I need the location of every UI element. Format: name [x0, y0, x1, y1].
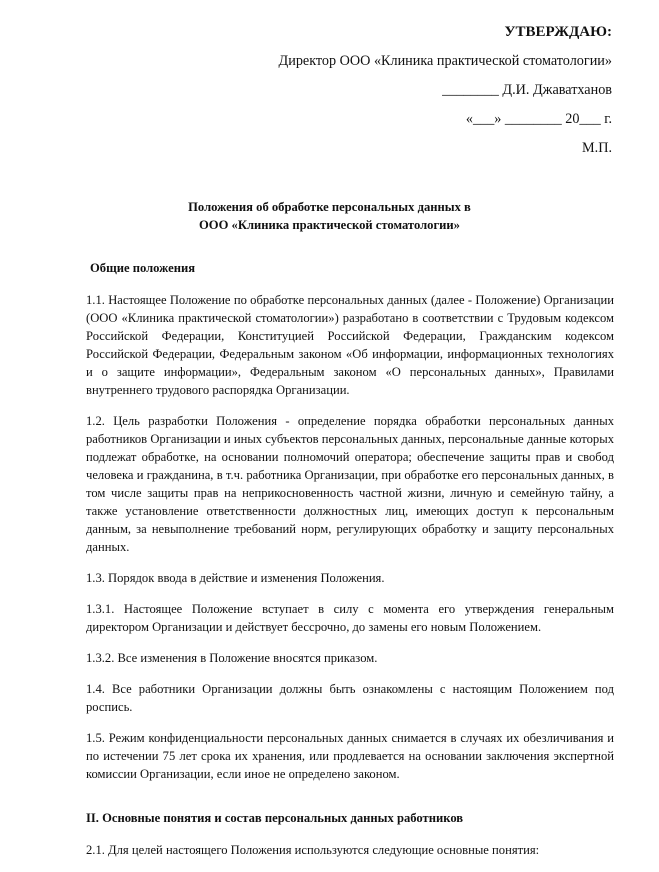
paragraph-1-3-1: 1.3.1. Настоящее Положение вступает в силу с момента его утверждения генеральным директором Организации и действует бессрочно, до замены его новым Положением. [86, 602, 614, 634]
document-title-line-2: ООО «Клиника практической стоматологии» [199, 218, 460, 232]
approval-date: «___» ________ 20___ г. [465, 111, 612, 127]
approval-block [279, 22, 612, 167]
paragraph-1-1: 1.1. Настоящее Положение по обработке персональных данных (далее - Положение) Организации (ООО «Клиника практической стоматологии») разработано в соответствии с Трудовым кодексом Российской Федерации, Конституцией Российской Федерации, Гражданским кодексом Российской Федерации, Федеральным законом «Об информации, информационных технологиях и о защите информации», Федеральным законом «О персональных данных», Правилами внутреннего трудового распорядка Организации. [86, 293, 614, 397]
approval-stamp: М.П. [582, 140, 612, 156]
document-title [0, 198, 659, 234]
section-heading-2: II. Основные понятия и состав персональных данных работников [86, 811, 464, 825]
paragraph-2-1: 2.1. Для целей настоящего Положения используются следующие основные понятия: [86, 843, 540, 857]
section-heading-general: Общие положения [90, 261, 196, 275]
paragraph-1-3-2: 1.3.2. Все изменения в Положение вносятся приказом. [86, 651, 378, 665]
paragraph-1-2: 1.2. Цель разработки Положения - определение порядка обработки персональных данных работников Организации и иных субъектов персональных данных, персональные данные которых подлежат обработке, на основании полномочий оператора; обеспечение защиты прав и свобод человека и гражданина, в т.ч. работника Организации, при обработке его персональных данных, в том числе защиты прав на неприкосновенность частной жизни, личную и семейную тайну, а также установление ответственности должностных лиц, имеющих доступ к персональным данным, за невыполнение требований норм, регулирующих обработку и защиту персональных данных. [86, 414, 614, 554]
approval-signature: ________ Д.И. Джаватханов [442, 82, 612, 98]
approval-position: Директор ООО «Клиника практической стоматологии» [278, 53, 612, 69]
approval-heading: УТВЕРЖДАЮ: [504, 24, 612, 40]
document-body [86, 259, 614, 872]
paragraph-1-4: 1.4. Все работники Организации должны быть ознакомлены с настоящим Положением под роспись. [86, 682, 614, 714]
paragraph-1-3: 1.3. Порядок ввода в действие и изменения Положения. [86, 571, 385, 585]
document-title-line-1: Положения об обработке персональных данных в [188, 200, 471, 214]
paragraph-1-5: 1.5. Режим конфиденциальности персональных данных снимается в случаях их обезличивания и по истечении 75 лет срока их хранения, или продлевается на основании заключения экспертной комиссии Организации, если иное не определено законом. [86, 731, 614, 781]
